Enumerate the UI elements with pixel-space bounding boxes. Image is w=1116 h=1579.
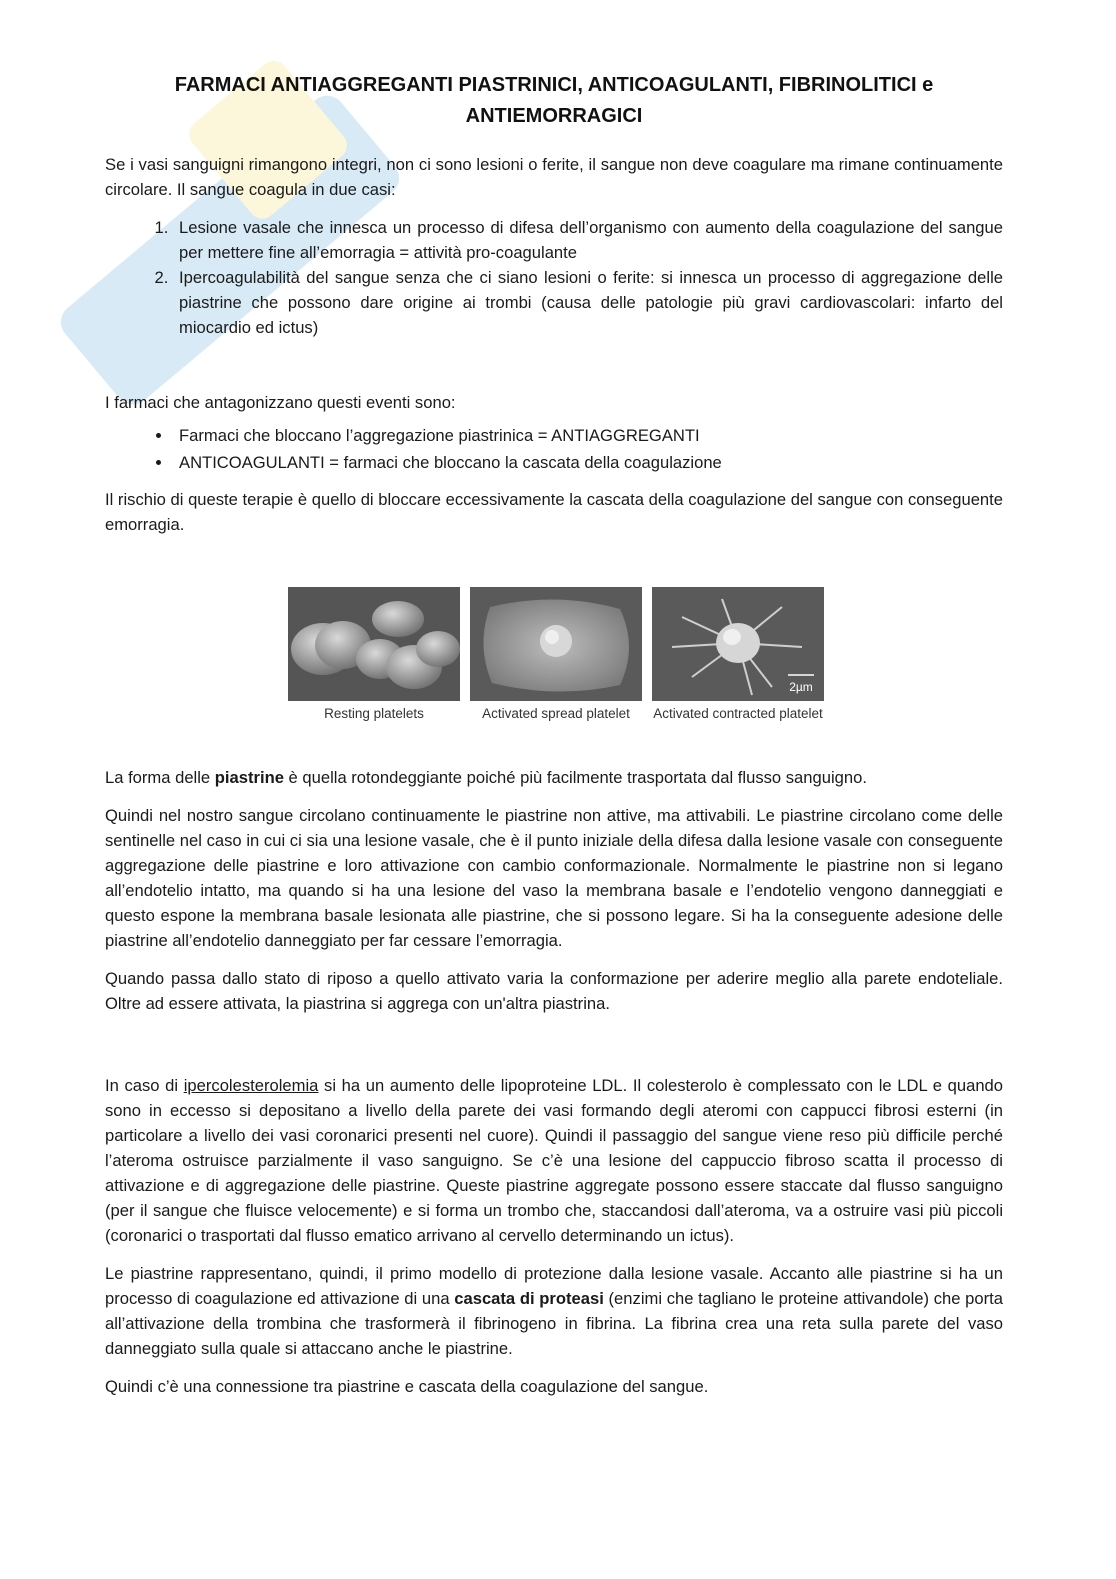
drugs-intro: I farmaci che antagonizzano questi eventi sono: — [105, 393, 456, 412]
figure-caption: Activated spread platelet — [482, 706, 630, 721]
page-title: FARMACI ANTIAGGREGANTI PIASTRINICI, ANTICOAGULANTI, FIBRINOLITICI e ANTIEMORRAGICI — [174, 74, 934, 127]
resting-platelets-image — [288, 587, 460, 701]
activation-paragraph: Quando passa dallo stato di riposo a quello attivato varia la conformazione per aderire meglio alla parete endoteliale. Oltre ad essere attivata, la piastrina si aggrega con un'altra piastrina. — [105, 969, 1003, 1013]
hypercholesterolemia-paragraph: In caso di ipercolesterolemia si ha un aumento delle lipoproteine LDL. Il colesterolo è complessato con le LDL e quando sono in eccesso si depositano a livello della parete dei vasi formando degli ateromi con cappucci fibrosi esterni (in particolare a livello dei vasi coronarici presenti nel cuore). Quindi il passaggio del sangue viene reso più difficile perché l’ateroma ostruisce parzialmente il vaso sanguigno. Se c’è una lesione del cappuccio fibroso scatta il processo di attivazione e di aggregazione delle piastrine. Queste piastrine aggregate possono essere staccate dal flusso sanguigno (per il sangue che fluisce velocemente) e si forma un trombo che, staccandosi dall’ateroma, va a ostruire vasi più piccoli (coronarici o trasportati dal flusso ematico arrivano al cervello determinando un ictus). — [105, 1076, 1004, 1245]
list-item: 1. Lesione vasale che innesca un processo di difesa dell’organismo con aumento della coagulazione del sangue per mettere fine all’emorragia = attività pro-coagulante — [173, 215, 1003, 265]
protease-paragraph: Le piastrine rappresentano, quindi, il primo modello di protezione dalla lesione vasale. Accanto alle piastrine si ha un processo di coagulazione ed attivazione di una cascata di proteasi (enzimi che tagliano le proteine attivandole) che porta all’attivazione della trombina che trasformerà il fibrinogeno in fibrina. La fibrina crea una reta sulla parete del vaso danneggiato sulla quale si attaccano anche le piastrine. — [105, 1264, 1003, 1358]
risk-paragraph: Il rischio di queste terapie è quello di bloccare eccessivamente la cascata della coagulazione del sangue con conseguente emorragia. — [105, 490, 1003, 534]
platelet-figure — [288, 587, 824, 745]
conclusion-paragraph: Quindi c’è una connessione tra piastrine e cascata della coagulazione del sangue. — [105, 1377, 709, 1396]
scale-label: 2µm — [789, 680, 813, 694]
figure-caption: Activated contracted platelet — [653, 706, 823, 721]
circulation-paragraph: Quindi nel nostro sangue circolano continuamente le piastrine non attive, ma attivabili. Le piastrine circolano come delle sentinelle nel caso in cui ci sia una lesione vasale, che è il punto iniziale della difesa dalla lesione vasale con conseguente aggregazione delle piastrine e loro attivazione con cambio conformazionale. Normalmente le piastrine non si legano all’endotelio intatto, ma quando si ha una lesione del vaso la membrana basale e l’endotelio vengono danneggiati e questo espone la membrana basale lesionata alle piastrine, che si possono legare. Si ha la conseguente adesione delle piastrine all’endotelio danneggiato per far cessare l’emorragia. — [105, 806, 1003, 950]
cases-list — [105, 215, 1003, 340]
drugs-list — [105, 423, 1003, 475]
contracted-platelet-image — [652, 587, 824, 701]
intro-paragraph: Se i vasi sanguigni rimangono integri, non ci sono lesioni o ferite, il sangue non deve coagulare ma rimane continuamente circolare. Il sangue coagula in due casi: — [105, 155, 1003, 199]
list-item: • ANTICOAGULANTI = farmaci che bloccano la cascata della coagulazione — [173, 450, 1003, 475]
list-item: • Farmaci che bloccano l’aggregazione piastrinica = ANTIAGGREGANTI — [173, 423, 1003, 448]
figure-caption: Resting platelets — [324, 706, 424, 721]
list-item: 2. Ipercoagulabilità del sangue senza che ci siano lesioni o ferite: si innesca un processo di aggregazione delle piastrine che possono dare origine ai trombi (causa delle patologie più gravi cardiovascolari: infarto del miocardio ed ictus) — [173, 265, 1003, 340]
document-page — [105, 70, 1003, 1412]
shape-paragraph: La forma delle piastrine è quella rotondeggiante poiché più facilmente trasportata dal flusso sanguigno. — [105, 768, 867, 787]
spread-platelet-image — [470, 587, 642, 701]
